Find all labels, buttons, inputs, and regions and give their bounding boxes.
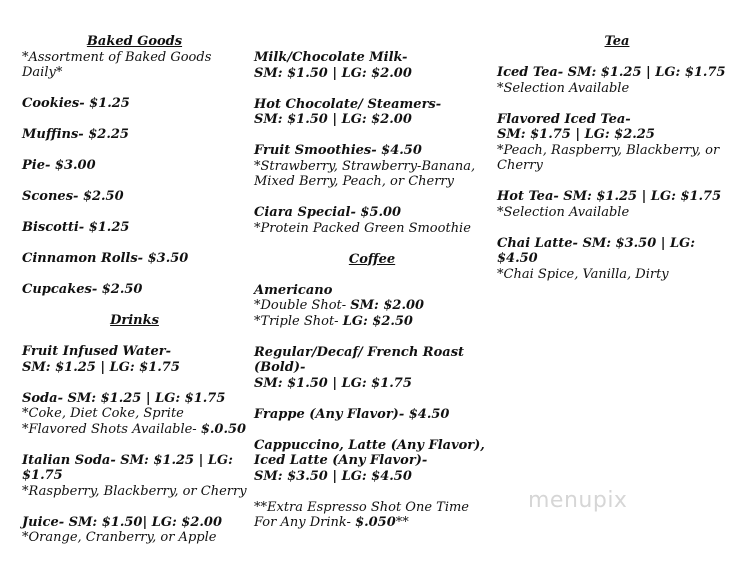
menu-item-hot-chocolate [254, 97, 490, 128]
italian-soda-note: *Raspberry, Blackberry, or Cherry [22, 483, 247, 499]
milk-price: SM: $1.50 | LG: $2.00 [254, 65, 412, 81]
americano-double-label: *Double Shot- [254, 298, 351, 313]
regular-price: SM: $1.50 | LG: $1.75 [254, 375, 412, 391]
milk-name: Milk/Chocolate Milk- [254, 50, 408, 65]
espresso-note-label: **Extra Espresso Shot One Time For Any Drink- [254, 499, 470, 530]
hot-tea-note: *Selection Available [497, 204, 630, 220]
smoothies-note: *Strawberry, Strawberry-Banana, Mixed Berry, Peach, or Cherry [254, 158, 476, 189]
juice-note: *Orange, Cranberry, or Apple [22, 530, 217, 545]
iced-tea-price: Iced Tea- SM: $1.25 | LG: $1.75 [497, 65, 726, 80]
fruit-water-name: Fruit Infused Water- [22, 344, 171, 359]
menu-item-biscotti: Biscotti- $1.25 [22, 220, 130, 235]
coffee-heading: Coffee [348, 251, 396, 267]
baked-goods-heading: Baked Goods [86, 34, 183, 49]
soda-price: Soda- SM: $1.25 | LG: $1.75 [22, 390, 226, 406]
hot-tea-price: Hot Tea- SM: $1.25 | LG: $1.75 [497, 189, 722, 204]
menu-item-cinnamon-rolls: Cinnamon Rolls- $3.50 [22, 251, 189, 266]
menu-item-soda [22, 391, 247, 438]
flavored-tea-price: SM: $1.75 | LG: $2.25 [497, 127, 655, 142]
ciara-price: Ciara Special- $5.00 [254, 205, 402, 220]
iced-tea-note: *Selection Available [497, 80, 630, 96]
menu-item-flavored-iced-tea [497, 112, 737, 174]
drinks-heading: Drinks [110, 313, 159, 328]
flavored-tea-note: *Peach, Raspberry, Blackberry, or Cherry [497, 142, 720, 173]
cappuccino-name: Cappuccino, Latte (Any Flavor), Iced Latte (Any Flavor)- [254, 437, 485, 468]
ciara-note: *Protein Packed Green Smoothie [254, 220, 471, 236]
americano-double-price: SM: $2.00 [350, 298, 425, 313]
espresso-note-end: ** [395, 515, 409, 530]
left-column [22, 34, 247, 561]
italian-soda-price: Italian Soda- SM: $1.25 | LG: $1.75 [22, 452, 233, 483]
soda-shots-price: $.0.50 [200, 421, 247, 437]
americano-triple [254, 314, 490, 330]
smoothies-price: Fruit Smoothies- $4.50 [254, 143, 422, 158]
chai-latte-price: Chai Latte- SM: $3.50 | LG: $4.50 [497, 235, 696, 266]
menu-item-hot-tea [497, 189, 737, 220]
americano-double [254, 298, 490, 314]
menu-item-ciara-special [254, 205, 490, 236]
hot-chocolate-name: Hot Chocolate/ Steamers- [254, 96, 442, 112]
menu-item-cookies: Cookies- $1.25 [22, 96, 130, 111]
flavored-tea-name: Flavored Iced Tea- [497, 111, 631, 127]
espresso-shot-note [254, 500, 490, 531]
menu-item-pie: Pie- $3.00 [22, 158, 96, 173]
menu-item-fruit-infused-water [22, 344, 247, 375]
fruit-water-price: SM: $1.25 | LG: $1.75 [22, 359, 180, 375]
soda-shots-label: *Flavored Shots Available- [22, 421, 201, 437]
menu-item-cupcakes: Cupcakes- $2.50 [22, 282, 143, 297]
middle-column [254, 50, 490, 546]
baked-goods-note: *Assortment of Baked Goods Daily* [22, 49, 212, 80]
menu-item-milk [254, 50, 490, 81]
regular-name: Regular/Decaf/ French Roast (Bold)- [254, 344, 465, 375]
soda-shots-note [22, 422, 247, 438]
menupix-watermark: menupix [528, 488, 628, 513]
chai-latte-note: *Chai Spice, Vanilla, Dirty [497, 266, 669, 282]
americano-name: Americano [254, 282, 333, 298]
americano-triple-label: *Triple Shot- [254, 313, 343, 329]
menu-item-cappuccino-latte [254, 438, 490, 485]
menu-item-iced-tea [497, 65, 737, 96]
americano-triple-price: LG: $2.50 [342, 313, 413, 329]
menu-item-frappe: Frappe (Any Flavor)- $4.50 [254, 406, 450, 422]
menu-item-regular-coffee [254, 345, 490, 392]
menu-item-italian-soda [22, 453, 247, 500]
menu-item-scones: Scones- $2.50 [22, 189, 124, 204]
menu-item-muffins: Muffins- $2.25 [22, 127, 129, 142]
hot-chocolate-price: SM: $1.50 | LG: $2.00 [254, 112, 412, 127]
menu-item-fruit-smoothies [254, 143, 490, 190]
tea-heading: Tea [604, 34, 630, 49]
menu-item-americano [254, 283, 490, 330]
menu-item-juice [22, 515, 247, 546]
espresso-note-price: $.050 [355, 515, 396, 530]
cappuccino-price: SM: $3.50 | LG: $4.50 [254, 468, 412, 484]
juice-price: Juice- SM: $1.50| LG: $2.00 [22, 514, 222, 530]
soda-note: *Coke, Diet Coke, Sprite [22, 406, 184, 421]
right-column [497, 34, 737, 298]
menu-item-chai-latte [497, 236, 737, 283]
